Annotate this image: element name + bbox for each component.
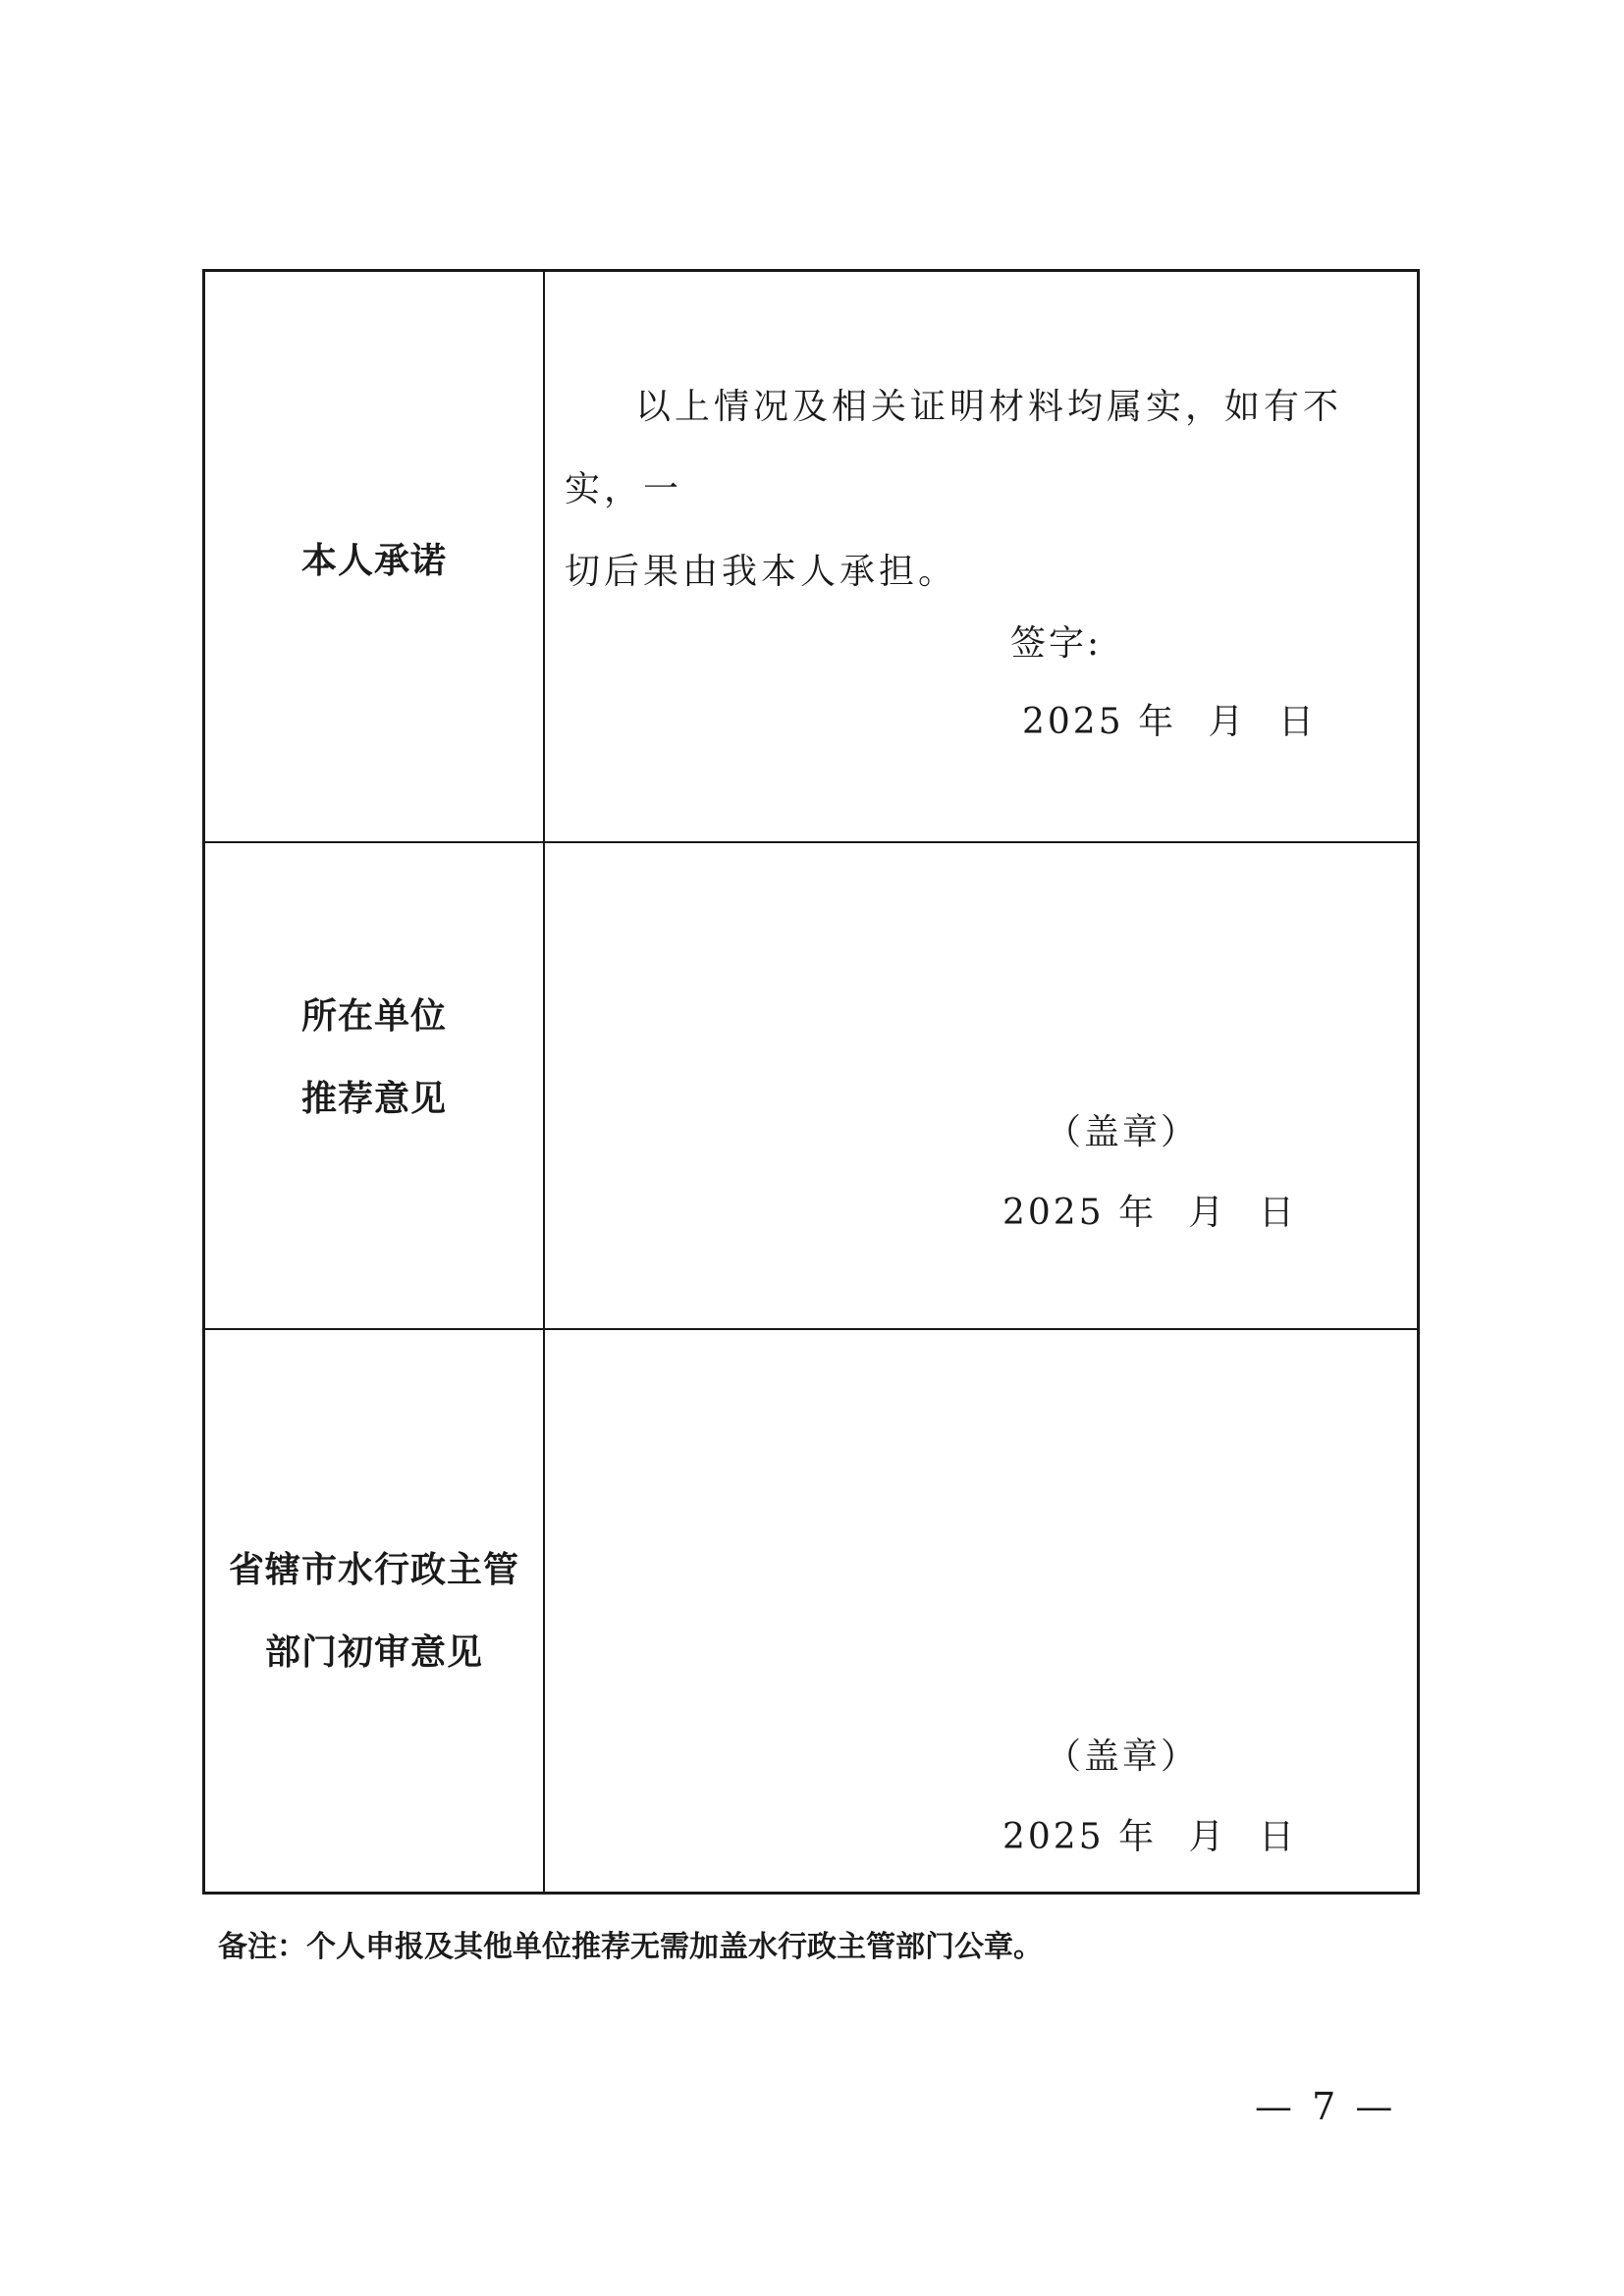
label-cell <box>205 272 545 841</box>
date-line <box>1002 1809 1297 1859</box>
signature-label: 签字: <box>1010 623 1103 664</box>
date-year-unit: 年 <box>1138 702 1177 742</box>
date-month-unit: 月 <box>1208 702 1247 742</box>
table-row-personal-pledge <box>205 272 1417 843</box>
date-line <box>1002 1185 1297 1235</box>
row-label-line: 部门初审意见 <box>264 1632 483 1673</box>
date-day-unit: 日 <box>1278 702 1318 742</box>
content-cell <box>545 1330 1417 1892</box>
row-label <box>229 1529 519 1694</box>
row-label-line: 省辖市水行政主管 <box>228 1550 519 1590</box>
pledge-text <box>565 366 1409 614</box>
row-label-line: 推荐意见 <box>300 1079 447 1119</box>
date-day-unit: 日 <box>1259 1817 1298 1857</box>
date-month-unit: 月 <box>1188 1817 1227 1857</box>
table-row-unit-recommendation <box>205 843 1417 1330</box>
row-label <box>301 976 447 1141</box>
row-label-line: 所在单位 <box>300 996 447 1037</box>
page-number: — 7 — <box>1255 2085 1397 2128</box>
label-cell <box>205 1330 545 1892</box>
content-cell <box>545 272 1417 841</box>
date-year-unit: 年 <box>1118 1817 1158 1857</box>
pledge-line-1: 以上情况及相关证明材料均属实，如有不实，一 <box>565 387 1343 509</box>
label-cell <box>205 843 545 1328</box>
table-row-authority-review <box>205 1330 1417 1892</box>
date-year-unit: 年 <box>1118 1193 1158 1233</box>
date-day-unit: 日 <box>1259 1193 1298 1233</box>
date-month-unit: 月 <box>1188 1193 1227 1233</box>
content-cell <box>545 843 1417 1328</box>
footnote: 备注：个人申报及其他单位推荐无需加盖水行政主管部门公章。 <box>218 1930 1043 1964</box>
row-label <box>301 520 447 603</box>
form-table <box>202 269 1420 1895</box>
date-line <box>1022 694 1317 744</box>
pledge-line-2: 切后果由我本人承担。 <box>565 552 958 592</box>
date-year: 2025 <box>1002 1817 1105 1857</box>
date-year: 2025 <box>1022 702 1124 742</box>
date-year: 2025 <box>1002 1193 1105 1233</box>
row-label-line: 本人承诺 <box>300 541 447 581</box>
seal-label: （盖章） <box>1046 1112 1200 1152</box>
seal-label: （盖章） <box>1046 1736 1200 1777</box>
